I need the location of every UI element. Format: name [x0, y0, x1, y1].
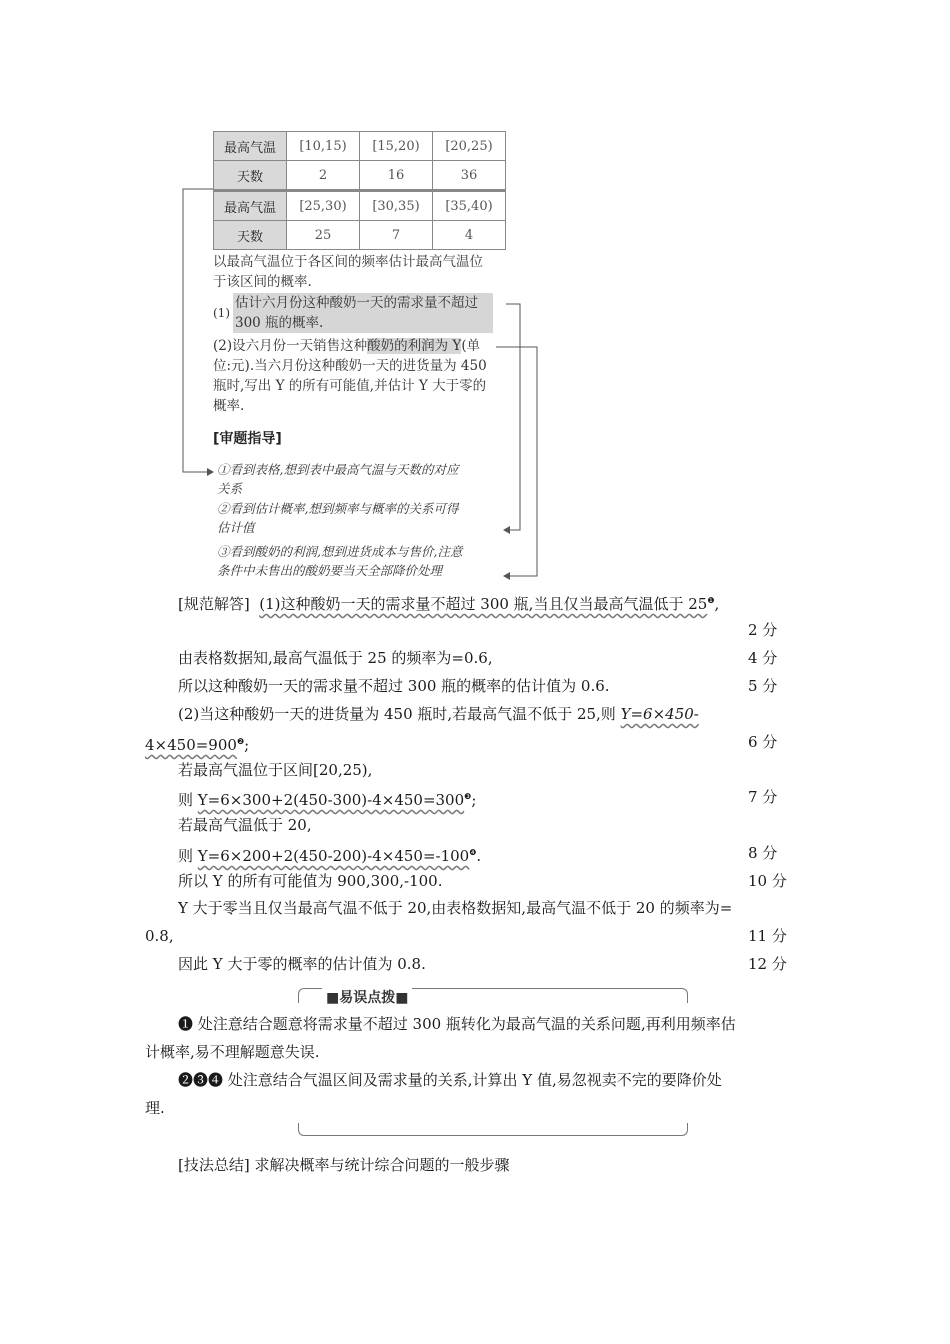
score: 2 分 — [748, 621, 778, 639]
tips-title: ■易误点拨■ — [322, 987, 412, 1007]
table-cell: [35,40) — [433, 191, 506, 221]
tip-1-cont: 计概率,易不理解题意失误. — [145, 1043, 320, 1061]
tips-frame-bottom — [298, 1123, 688, 1136]
table-header-days: 天数 — [214, 221, 287, 250]
score: 5 分 — [748, 677, 778, 695]
solution-line-3: 所以这种酸奶一天的需求量不超过 300 瓶的概率的估计值为 0.6. — [178, 677, 610, 695]
guide-title: [审题指导] — [213, 431, 282, 447]
table-cell: 25 — [287, 221, 360, 250]
solution-line-10: 所以 Y 的所有可能值为 900,300,-100. — [178, 872, 443, 890]
solution-line-13: 因此 Y 大于零的概率的估计值为 0.8. — [178, 955, 426, 973]
table-cell: [20,25) — [433, 132, 506, 161]
table-header-temp: 最高气温 — [214, 132, 287, 161]
problem-note: 以最高气温位于各区间的频率估计最高气温位 于该区间的概率. — [213, 254, 483, 290]
score: 10 分 — [748, 872, 787, 890]
table-cell: 4 — [433, 221, 506, 250]
technique-summary: [技法总结] 求解决概率与统计综合问题的一般步骤 — [178, 1156, 510, 1174]
solution-line-5: $4\times 450=900^❷$; — [145, 736, 250, 754]
score: 11 分 — [748, 927, 787, 945]
guide-item-1: ①看到表格,想到表中最高气温与天数的对应 关系 — [217, 462, 459, 496]
score: 7 分 — [748, 788, 778, 806]
guide-item-2: ②看到估计概率,想到频率与概率的关系可得 估计值 — [217, 501, 459, 535]
solution-line-6: 若最高气温位于区间[20,25), — [178, 761, 373, 779]
table-cell: 7 — [360, 221, 433, 250]
q1-number: (1) — [213, 306, 230, 320]
table-cell: 36 — [433, 161, 506, 191]
table-header-temp: 最高气温 — [214, 191, 287, 221]
table-cell: [30,35) — [360, 191, 433, 221]
solution-line-11: Y 大于零当且仅当最高气温不低于 20,由表格数据知,最高气温不低于 20 的频率为= — [178, 899, 733, 917]
solution-line-8: 若最高气温低于 20, — [178, 816, 312, 834]
table-cell: [25,30) — [287, 191, 360, 221]
score: 8 分 — [748, 844, 778, 862]
guide-item-3: ③看到酸奶的利润,想到进货成本与售价,注意 条件中未售出的酸奶要当天全部降价处理 — [217, 544, 463, 578]
connector-table-guide1 — [183, 189, 213, 472]
solution-line-4: (2)当这种酸奶一天的进货量为 450 瓶时,若最高气温不低于 25,则 Y=6×450- — [178, 705, 699, 723]
table-cell: [10,15) — [287, 132, 360, 161]
arrow-guide1 — [207, 468, 214, 476]
table-cell: 2 — [287, 161, 360, 191]
solution-line-12: 0.8, — [145, 927, 174, 945]
question-2: (2)设六月份一天销售这种酸奶的利润为 Y(单 位:元).当六月份这种酸奶一天的进货量为 450 瓶时,写出 Y 的所有可能值,并估计 Y 大于零的 概率. — [213, 338, 487, 414]
table-header-days: 天数 — [214, 161, 287, 191]
solution-line-7: 则 $Y=6\times 300+2(450-300)-4\times 450=300^❸$; — [178, 791, 477, 809]
solution-line-9: 则 $Y=6\times 200+2(450-200)-4\times 450=-100^❹$. — [178, 847, 482, 865]
tip-2-cont: 理. — [145, 1099, 165, 1117]
question-1: (1) 估计六月份这种酸奶一天的需求量不超过 300 瓶的概率. — [213, 293, 513, 333]
table-cell: [15,20) — [360, 132, 433, 161]
score: 4 分 — [748, 649, 778, 667]
score: 6 分 — [748, 733, 778, 751]
q2-highlight: 酸奶的利润为 Y — [367, 338, 462, 354]
score: 12 分 — [748, 955, 787, 973]
tip-2: ❷❸❹ 处注意结合气温区间及需求量的关系,计算出 Y 值,易忽视卖不完的要降价处 — [178, 1071, 722, 1089]
solution-line-2: 由表格数据知,最高气温低于 25 的频率为=0.6, — [178, 649, 493, 667]
temperature-table — [213, 131, 506, 250]
tip-1: ❶ 处注意结合题意将需求量不超过 300 瓶转化为最高气温的关系问题,再利用频率估 — [178, 1015, 736, 1033]
solution-line-1: [规范解答] (1)这种酸奶一天的需求量不超过 300 瓶,当且仅当最高气温低于 $25^❶$, — [178, 595, 720, 613]
table-cell: 16 — [360, 161, 433, 191]
